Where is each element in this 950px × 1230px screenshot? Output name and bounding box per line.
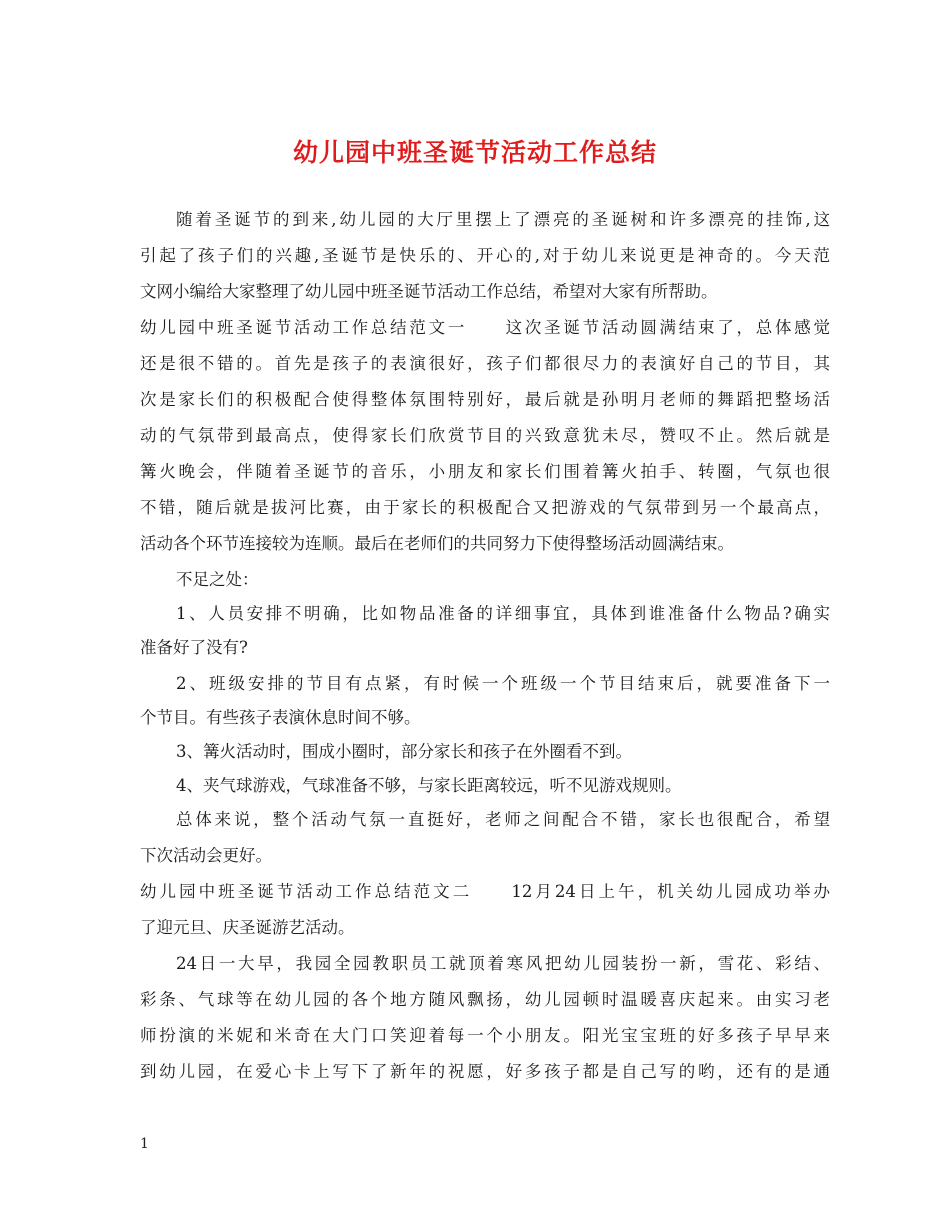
paragraph-line: 彩条、气球等在幼儿园的各个地方随风飘扬，幼儿园顿时温暖喜庆起来。由实习老 [140,990,830,1009]
paragraph-line: 不足之处： [176,570,259,589]
document-title: 幼儿园中班圣诞节活动工作总结 [292,138,657,167]
paragraph-line: 篝火晚会，伴随着圣诞节的音乐，小朋友和家长们围着篝火拍手、转圈，气氛也很 [140,462,830,481]
paragraph-line: 动的气氛带到最高点，使得家长们欣赏节目的兴致意犹未尽，赞叹不止。然后就是 [140,426,830,445]
paragraph-line: 还是很不错的。首先是孩子的表演很好，孩子们都很尽力的表演好自己的节目，其 [140,354,830,373]
list-item-line: 个节目。有些孩子表演休息时间不够。 [140,708,421,727]
paragraph-line: 不错，随后就是拔河比赛，由于家长的积极配合又把游戏的气氛带到另一个最高点， [140,498,830,517]
paragraph-line: 下次活动会更好。 [140,846,272,865]
paragraph-line: 了迎元旦、庆圣诞游艺活动。 [140,918,355,937]
paragraph-line: 幼儿园中班圣诞节活动工作总结范文一 这次圣诞节活动圆满结束了，总体感觉 [140,318,830,337]
paragraph-line: 次是家长们的积极配合使得整体氛围特别好，最后就是孙明月老师的舞蹈把整场活 [140,390,830,409]
list-item-line: 准备好了没有? [140,638,248,657]
paragraph-line: 文网小编给大家整理了幼儿园中班圣诞节活动工作总结，希望对大家有所帮助。 [140,282,718,301]
paragraph-line: 24日一大早，我园全园教职员工就顶着寒风把幼儿园装扮一新，雪花、彩结、 [176,954,830,973]
list-item-line: 3、篝火活动时，围成小圈时，部分家长和孩子在外圈看不到。 [176,742,632,761]
list-item-line: 1、人员安排不明确，比如物品准备的详细事宜，具体到谁准备什么物品?确实 [176,604,830,623]
paragraph-line: 引起了孩子们的兴趣,圣诞节是快乐的、开心的,对于幼儿来说更是神奇的。今天范 [140,246,830,265]
paragraph-line: 到幼儿园，在爱心卡上写下了新年的祝愿，好多孩子都是自己写的哟，还有的是通 [140,1062,830,1081]
list-item-line: 4、夹气球游戏，气球准备不够，与家长距离较远，听不见游戏规则。 [176,776,682,795]
list-item-line: 2、班级安排的节目有点紧，有时候一个班级一个节目结束后，就要准备下一 [176,674,830,693]
paragraph-line: 幼儿园中班圣诞节活动工作总结范文二 12月24日上午，机关幼儿园成功举办 [140,882,830,901]
paragraph-line: 总体来说，整个活动气氛一直挺好，老师之间配合不错，家长也很配合，希望 [176,810,830,829]
paragraph-line: 活动各个环节连接较为连顺。最后在老师们的共同努力下使得整场活动圆满结束。 [140,534,734,553]
paragraph-line: 师扮演的米妮和米奇在大门口笑迎着每一个小朋友。阳光宝宝班的好多孩子早早来 [140,1026,830,1045]
page-number: 1 [140,1136,149,1152]
paragraph-line: 随着圣诞节的到来,幼儿园的大厅里摆上了漂亮的圣诞树和许多漂亮的挂饰,这 [176,210,830,229]
